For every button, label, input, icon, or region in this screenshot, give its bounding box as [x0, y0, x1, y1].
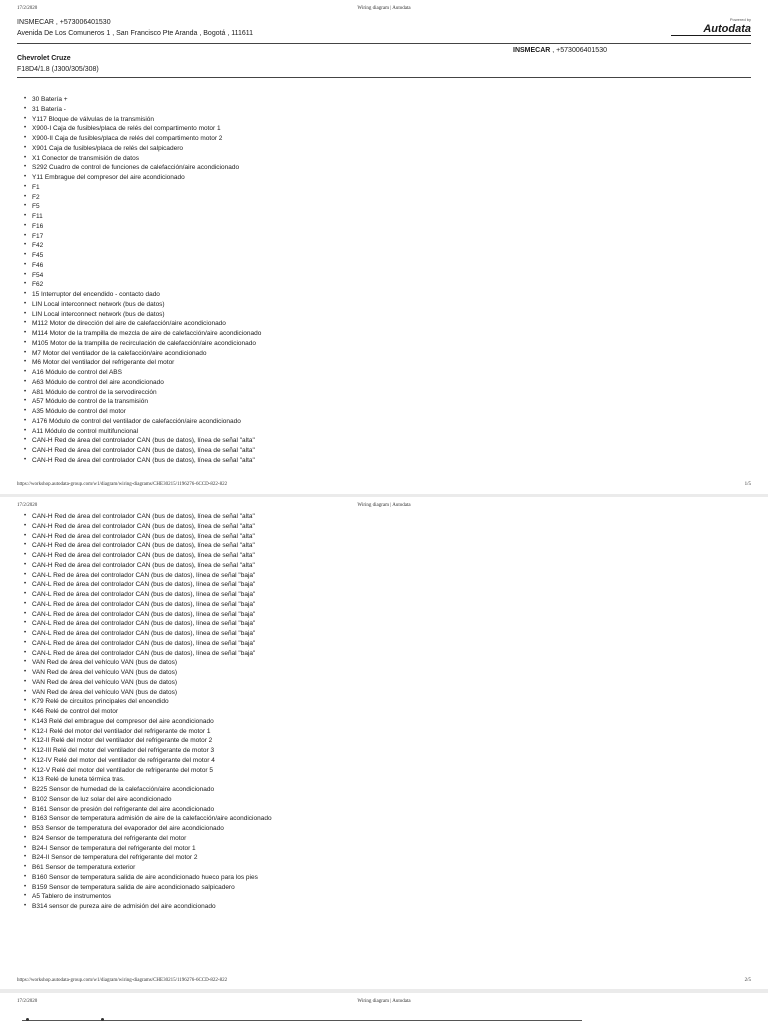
page-number: 2/5 — [744, 978, 751, 983]
list-item: • F45 — [17, 251, 261, 261]
list-item: • CAN-H Red de área del controlador CAN (bus de datos), línea de señal "alta" — [17, 532, 272, 542]
logo-brand: Autodata — [671, 23, 751, 36]
header-divider — [17, 43, 751, 44]
list-item: • B225 Sensor de humedad de la calefacción/aire acondicionado — [17, 785, 272, 795]
list-item: • X900-I Caja de fusibles/placa de relés del compartimento motor 1 — [17, 124, 261, 134]
list-item: • VAN Red de área del vehículo VAN (bus de datos) — [17, 688, 272, 698]
list-item: • F2 — [17, 193, 261, 203]
list-item: • M7 Motor del ventilador de la calefacción/aire acondicionado — [17, 349, 261, 359]
list-item: • K13 Relé de luneta térmica tras. — [17, 775, 272, 785]
list-item: • M114 Motor de la trampilla de mezcla de aire de calefacción/aire acondicionado — [17, 329, 261, 339]
list-item: • F42 — [17, 241, 261, 251]
vehicle-model: Chevrolet Cruze — [17, 55, 71, 62]
list-item: • Y117 Bloque de válvulas de la transmisión — [17, 115, 261, 125]
list-item: • CAN-H Red de área del controlador CAN (bus de datos), línea de señal "alta" — [17, 522, 272, 532]
client-name-phone: INSMECAR , +573006401530 — [17, 19, 111, 26]
list-item: • CAN-L Red de área del controlador CAN (bus de datos), línea de señal "baja" — [17, 619, 272, 629]
vehicle-info — [17, 53, 99, 75]
list-item: • 31 Batería - — [17, 105, 261, 115]
list-item: • Y11 Embrague del compresor del aire acondicionado — [17, 173, 261, 183]
client-info — [17, 17, 253, 39]
client-name-right: INSMECAR — [513, 47, 551, 54]
list-item: • A5 Tablero de instrumentos — [17, 892, 272, 902]
list-item: • B24 Sensor de temperatura del refrigerante del motor — [17, 834, 272, 844]
list-item: • M6 Motor del ventilador del refrigerante del motor — [17, 358, 261, 368]
list-item: • A35 Módulo de control del motor — [17, 407, 261, 417]
list-item: • K12-V Relé del motor del ventilador de refrigerante del motor 5 — [17, 766, 272, 776]
running-header — [0, 6, 768, 14]
list-item: • A57 Módulo de control de la transmisión — [17, 397, 261, 407]
list-item: • VAN Red de área del vehículo VAN (bus de datos) — [17, 678, 272, 688]
list-item: • CAN-L Red de área del controlador CAN (bus de datos), línea de señal "baja" — [17, 629, 272, 639]
page-number: 1/5 — [744, 482, 751, 487]
list-item: • K143 Relé del embrague del compresor del aire acondicionado — [17, 717, 272, 727]
list-item: • F62 — [17, 280, 261, 290]
list-item: • F11 — [17, 212, 261, 222]
list-item: • K12-IV Relé del motor del ventilador de refrigerante del motor 4 — [17, 756, 272, 766]
list-item: • CAN-L Red de área del controlador CAN (bus de datos), línea de señal "baja" — [17, 580, 272, 590]
list-item: • B314 sensor de pureza aire de admisión del aire acondicionado — [17, 902, 272, 912]
list-item: • B53 Sensor de temperatura del evaporador del aire acondicionado — [17, 824, 272, 834]
list-item: • K12-I Relé del motor del ventilador del refrigerante de motor 1 — [17, 727, 272, 737]
list-item: • A11 Módulo de control multifuncional — [17, 427, 261, 437]
list-item: • CAN-L Red de área del controlador CAN (bus de datos), línea de señal "baja" — [17, 649, 272, 659]
list-item: • A63 Módulo de control del aire acondicionado — [17, 378, 261, 388]
footer-url[interactable]: https://workshop.autodata-group.com/w1/diagram/wiring-diagrams/CHE30215/1196276-6CCD-822-822 — [17, 978, 228, 983]
list-item: • F46 — [17, 261, 261, 271]
list-item: • CAN-L Red de área del controlador CAN (bus de datos), línea de señal "baja" — [17, 610, 272, 620]
client-info-right — [513, 46, 607, 56]
running-header — [0, 999, 768, 1007]
list-item: • S292 Cuadro de control de funciones de calefacción/aire acondicionado — [17, 163, 261, 173]
list-item: • CAN-H Red de área del controlador CAN (bus de datos), línea de señal "alta" — [17, 456, 261, 466]
list-item: • K46 Relé de control del motor — [17, 707, 272, 717]
diagram-wire — [22, 1020, 582, 1021]
print-date: 17/2/2020 — [17, 503, 38, 508]
list-item: • K12-II Relé del motor del ventilador del refrigerante de motor 2 — [17, 736, 272, 746]
list-item: • F1 — [17, 183, 261, 193]
document-title: Wiring diagram | Autodata — [357, 6, 411, 11]
list-item: • CAN-L Red de área del controlador CAN (bus de datos), línea de señal "baja" — [17, 639, 272, 649]
list-item: • A176 Módulo de control del ventilador de calefacción/aire acondicionado — [17, 417, 261, 427]
client-phone-right: , +573006401530 — [550, 47, 607, 54]
list-item: • B160 Sensor de temperatura salida de aire acondicionado hueco para los pies — [17, 873, 272, 883]
running-header — [0, 503, 768, 511]
list-item: • CAN-H Red de área del controlador CAN (bus de datos), línea de señal "alta" — [17, 561, 272, 571]
running-footer — [0, 482, 768, 490]
list-item: • B161 Sensor de presión del refrigerante del aire acondicionado — [17, 805, 272, 815]
list-item: • VAN Red de área del vehículo VAN (bus de datos) — [17, 668, 272, 678]
footer-url[interactable]: https://workshop.autodata-group.com/w1/diagram/wiring-diagrams/CHE30215/1196276-6CCD-822-822 — [17, 482, 228, 487]
list-item: • B102 Sensor de luz solar del aire acondicionado — [17, 795, 272, 805]
list-item: • CAN-L Red de área del controlador CAN (bus de datos), línea de señal "baja" — [17, 571, 272, 581]
list-item: • CAN-H Red de área del controlador CAN (bus de datos), línea de señal "alta" — [17, 551, 272, 561]
list-item: • K79 Relé de circuitos principales del encendido — [17, 697, 272, 707]
list-item: • X1 Conector de transmisión de datos — [17, 154, 261, 164]
document-page-1 — [0, 0, 768, 494]
list-item: • K12-III Relé del motor del ventilador del refrigerante de motor 3 — [17, 746, 272, 756]
list-item: • B159 Sensor de temperatura salida de aire acondicionado salpicadero — [17, 883, 272, 893]
list-item: • B24-II Sensor de temperatura del refrigerante del motor 2 — [17, 853, 272, 863]
logo-powered-by: Powered by — [729, 17, 751, 22]
list-item: • F16 — [17, 222, 261, 232]
print-date: 17/2/2020 — [17, 6, 38, 11]
list-item: • A16 Módulo de control del ABS — [17, 368, 261, 378]
list-item: • B24-I Sensor de temperatura del refrigerante del motor 1 — [17, 844, 272, 854]
document-page-2 — [0, 497, 768, 989]
list-item: • 15 Interruptor del encendido - contacto dado — [17, 290, 261, 300]
component-list-page-1 — [17, 95, 261, 466]
client-address: Avenida De Los Comuneros 1 , San Francisco Pte Aranda , Bogotá , 111611 — [17, 30, 254, 37]
document-title: Wiring diagram | Autodata — [357, 999, 411, 1004]
list-item: • X901 Caja de fusibles/placa de relés del salpicadero — [17, 144, 261, 154]
list-item: • CAN-H Red de área del controlador CAN (bus de datos), línea de señal "alta" — [17, 436, 261, 446]
document-title: Wiring diagram | Autodata — [357, 503, 411, 508]
autodata-logo — [671, 17, 751, 39]
list-item: • CAN-H Red de área del controlador CAN (bus de datos), línea de señal "alta" — [17, 512, 272, 522]
list-item: • X900-II Caja de fusibles/placa de relés del compartimento motor 2 — [17, 134, 261, 144]
list-item: • CAN-L Red de área del controlador CAN (bus de datos), línea de señal "baja" — [17, 600, 272, 610]
list-item: • F54 — [17, 271, 261, 281]
print-date: 17/2/2020 — [17, 999, 38, 1004]
diagram-junction — [26, 1018, 29, 1021]
list-item: • LIN Local interconnect network (bus de datos) — [17, 310, 261, 320]
list-item: • F17 — [17, 232, 261, 242]
list-item: • LIN Local interconnect network (bus de datos) — [17, 300, 261, 310]
running-footer — [0, 978, 768, 986]
list-item: • VAN Red de área del vehículo VAN (bus de datos) — [17, 658, 272, 668]
diagram-junction — [101, 1018, 104, 1021]
list-item: • CAN-H Red de área del controlador CAN (bus de datos), línea de señal "alta" — [17, 446, 261, 456]
list-item: • CAN-H Red de área del controlador CAN (bus de datos), línea de señal "alta" — [17, 541, 272, 551]
vehicle-engine: F18D4/1.8 (J300/305/308) — [17, 66, 99, 73]
list-item: • B61 Sensor de temperatura exterior — [17, 863, 272, 873]
list-item: • F5 — [17, 202, 261, 212]
list-item: • M112 Motor de dirección del aire de calefacción/aire acondicionado — [17, 319, 261, 329]
list-item: • A81 Módulo de control de la servodirección — [17, 388, 261, 398]
vehicle-divider — [17, 77, 751, 78]
list-item: • CAN-L Red de área del controlador CAN (bus de datos), línea de señal "baja" — [17, 590, 272, 600]
component-list-page-2 — [17, 512, 272, 912]
list-item: • M105 Motor de la trampilla de recirculación de calefacción/aire acondicionado — [17, 339, 261, 349]
list-item: • B163 Sensor de temperatura admisión de aire de la calefacción/aire acondicionado — [17, 814, 272, 824]
list-item: • 30 Batería + — [17, 95, 261, 105]
